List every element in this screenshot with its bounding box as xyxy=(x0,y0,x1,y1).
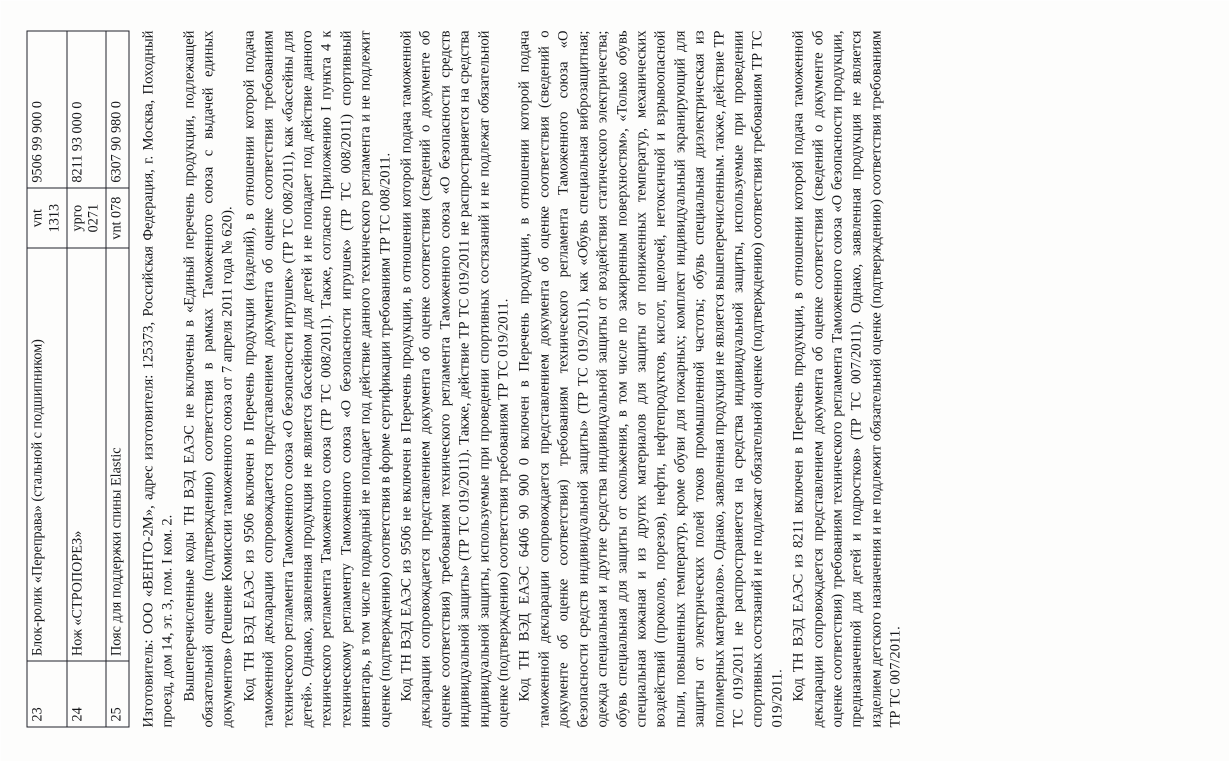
paragraph-9506-toys: Код ТН ВЭД ЕАЭС из 9506 включен в Перечень продукции (изделий), в отношении которой подача таможенной декларации сопровождается представлением документа об оценке соответствия требованиям технического регламента Таможенного союза «О безопасности игрушек» (ТР ТС 008/2011), как «бассейны для детей». Однако, заявленная продукция не является бассейном для детей и не попадает под действие данного технического регламента Таможенного союза (ТР ТС 008/2011). Также, согласно Приложению I пункта 4 к техническому регламенту Таможенного союза «О безопасности игрушек» (ТР ТС 008/2011) спортивный инвентарь, в том числе подводный не попадает под действие данного технического регламента и не подлежит оценке (подтверждению) соответствия в форме сертификации требованиям ТР ТС 008/2011. xyxy=(240,30,393,727)
cell-product-name: Нож «СТРОПОРЕЗ» xyxy=(66,248,106,661)
cell-article: 6307 90 980 0 xyxy=(106,31,129,188)
cell-marker: vnt 1313 xyxy=(27,188,67,248)
cell-number: 23 xyxy=(27,661,67,727)
cell-article: 8211 93 000 0 xyxy=(66,31,106,188)
table-row xyxy=(27,31,67,727)
paragraph-8211-children: Код ТН ВЭД ЕАЭС из 8211 включен в Перечень продукции, в отношении которой подача таможенной декларации сопровождается представлением документа об оценке соответствия (сведений о документе об оценке соответствия) требованиям технического регламента Таможенного союза «О безопасности продукции, предназначенной для детей и подростков» (ТР ТС 007/2011). Однако, заявленная продукция не является изделием детского назначения и не подлежит обязательной оценке (подтверждению) соответствия требованиям ТР ТС 007/2011. xyxy=(790,30,904,727)
paragraph-6406-ppe: Код ТН ВЭД ЕАЭС 6406 90 900 0 включен в Перечень продукции, в отношении которой подача таможенной декларации сопровождается представлением документа об оценке соответствия (сведений о документе об оценке соответствия) требованиям технического регламента Таможенного союза «О безопасности средств индивидуальной защиты» (ТР ТС 019/2011), как «Обувь специальная виброзащитная; одежда специальная и другие средства индивидуальной защиты от воздействия статического электричества; обувь специальная для защиты от скольжения, в том числе по зажиренным поверхностям», «Только обувь специальная кожаная и из других материалов для защиты от пониженных температур, механических воздействий (проколов, порезов), нефти, нефтепродуктов, кислот, щелочей, нетоксичной и взрывоопасной пыли, повышенных температур, кроме обуви для пожарных; комплект индивидуальный экранирующий для защиты от электрических полей токов промышленной частоты; обувь специальная диэлектрическая из полимерных материалов». Однако, заявленная продукция не является вышеперечисленным. также, действие ТР ТС 019/2011 не распространяется на средства индивидуальной защиты, используемые при проведении спортивных состязаний и не подлежат обязательной оценке (подтверждению) соответствия требованиям ТР ТС 019/2011. xyxy=(516,30,785,727)
paragraph-9506-ppe: Код ТН ВЭД ЕАЭС из 9506 не включен в Перечень продукции, в отношении которой подача таможенной декларации сопровождается представлением документа об оценке соответствия (сведений о документе об оценке соответствия) требованиям технического регламента Таможенного союза «О безопасности средств индивидуальной защиты» (ТР ТС 019/2011). Также, действие ТР ТС 019/2011 не распространяется на средства индивидуальной защиты, используемые при проведении спортивных состязаний и не подлежат обязательной оценке (подтверждению) соответствия требованиям ТР ТС 019/2011. xyxy=(398,30,512,727)
cell-number: 25 xyxy=(106,661,129,727)
table-row xyxy=(106,31,129,727)
cell-marker: урго 0271 xyxy=(66,188,106,248)
table-row xyxy=(66,31,106,727)
paragraph-codes-intro: Вышеперечисленные коды ТН ВЭД ЕАЭС не включены в «Единый перечень продукции, подлежащей обязательной оценке (подтверждению) соответствия в рамках Таможенного союза с выдачей единых документов» (Решение Комиссии таможенного союза от 7 апреля 2011 года № 620). xyxy=(180,30,236,727)
product-table xyxy=(26,30,129,727)
paragraph-manufacturer: Изготовитель: ООО «ВЕНТО-2М», адрес изготовителя: 125373, Российская Федерация, г. Москва, Походный проезд, дом 14, эт. 3, пом. I ком. 2. xyxy=(139,30,176,727)
cell-product-name: Блок-ролик «Переправа» (стальной с подшипником) xyxy=(27,248,67,661)
cell-article: 9506 99 900 0 xyxy=(27,31,67,188)
table-body xyxy=(27,31,129,727)
cell-product-name: Пояс для поддержки спины Elastic xyxy=(106,248,129,661)
cell-number: 24 xyxy=(66,661,106,727)
cell-marker: vnt 078 xyxy=(106,188,129,248)
